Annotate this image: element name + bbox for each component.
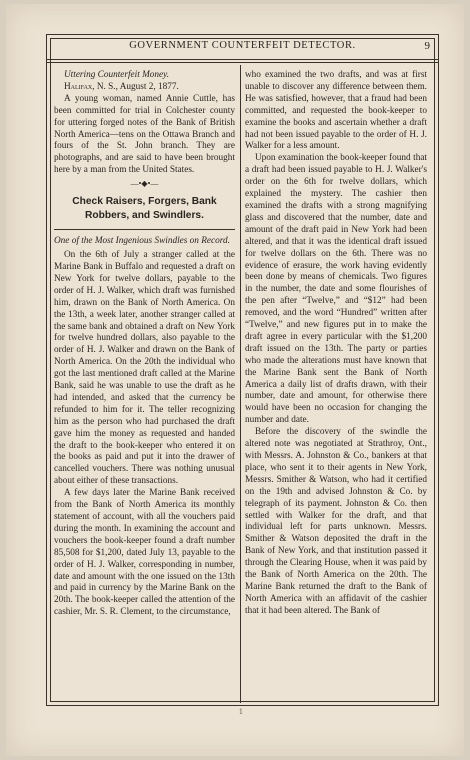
- page-frame: [46, 34, 439, 706]
- dateline-date: , N. S., August 2, 1877.: [92, 81, 179, 92]
- header-rule-thin: [47, 62, 438, 63]
- swindle-paragraph-2: A few days later the Marine Bank received from the Bank of North America its monthly statement of account, with all the vouchers paid during the month. In examining the account and vouchers the book-keeper found a draft number 85,508 for $1,200, dated July 13, payable to the order of H. J. Walker, corresponding in number, date and amount with the one issued on the 13th and paid in currency by the Marine Bank on the 20th. The book-keeper called the attention of the cashier, Mr. S. R. Clement, to the circumstance,: [54, 488, 235, 618]
- footer-mark: 1: [238, 708, 244, 716]
- section-heading: Check Raisers, Forgers, Bank Robbers, and Swindlers.: [72, 196, 217, 222]
- column-divider: [240, 65, 241, 703]
- section-rule: [54, 229, 235, 230]
- swindle-paragraph-1: On the 6th of July a stranger called at the Marine Bank in Buffalo and requested a draft on New York for twelve dollars, payable to the order of H. J. Walker, which draft was furnished him, drawn on the Bank of North America. On the 13th, a week later, another stranger called at the same bank and obtained a draft on New York for twelve hundred dollars, also payable to the order of H. J. Walker and drawn on the Bank of North America. On the 20th the individual who got the last mentioned draft called at the Marine Bank, said he was unable to use the draft as he had intended, and asked that the currency be refunded to him for it. The teller recognizing him as the person who had purchased the draft gave him the money as requested and handed the draft to the book-keeper who entered it on the books as paid and put it into the drawer of cancelled vouchers. There was nothing unusual about either of these transactions.: [54, 250, 235, 487]
- left-column: [54, 70, 235, 703]
- section-subtitle: One of the Most Ingenious Swindles on Record.: [54, 236, 230, 247]
- article-title-counterfeit: Uttering Counterfeit Money.: [64, 70, 170, 80]
- swindle-paragraph-3: who examined the two drafts, and was at first unable to discover any difference between them. He was satisfied, however, that a fraud had been committed, and requested the book-keeper to examine the books and ascertain whether a draft had not been issued payable to the order of H. J. Walker for a less amount.: [245, 70, 427, 152]
- article-body-counterfeit: A young woman, named Annie Cuttle, has been committed for trial in Colchester county for uttering forged notes of the Bank of British North America—tens on the Ottawa Branch and fours of the St. John branch. They are photographs, and are said to have been brought here by a man from the United States.: [54, 93, 235, 176]
- swindle-paragraph-4: Upon examination the book-keeper found that a draft had been issued payable to H. J. Walker's order on the 6th for twelve dollars, which explained the mystery. The cashier then examined the drafts with a strong magnifying glass and discovered that the number, date and amount of the draft paid in New York had been altered, and that it was the identical draft issued for twelve dollars on the 6th. There was no evidence of erasure, the work having evidently been done by means of chemicals. Two figures in the number, the date and some flourishes of the pen after “Twelve,” and “$12” had been removed, and the word “Hundred” written after “Twelve,” and new figures put in to make the draft agree in every particular with the $1,200 draft issued on the 13th. The party or parties who made the alterations must have known that the Marine Bank sent the Bank of North America a daily list of drafts drawn, with their number, date and amount, for otherwise there would have been no occasion for changing the number and date.: [245, 153, 427, 426]
- swindle-paragraph-5: Before the discovery of the swindle the altered note was negotiated at Strathroy, Ont., with Messrs. A. Johnston & Co., bankers at that place, who sent it to their agents in New York, Messrs. Smither & Watson, who had it certified on the 19th and advised Johnston & Co. by telegraph of its payment. Johnston & Co. then settled with Walker for the draft, and that individual left for parts unknown. Messrs. Smither & Watson deposited the draft in the Bank of New York, and that institution passed it through the Clearing House, when it was paid by the Bank of North America on the 20th. The Marine Bank returned the draft to the Bank of North America with an affidavit of the cashier that it had been altered. The Bank of: [245, 427, 427, 616]
- article-dateline: [54, 82, 235, 94]
- right-column: [245, 70, 427, 703]
- page-sheet: [6, 4, 464, 756]
- page-number: 9: [424, 40, 430, 52]
- header-rule: [47, 59, 438, 60]
- ornament-divider: —•◆•—: [130, 179, 159, 189]
- dateline-place: Halifax: [64, 81, 93, 92]
- running-header: GOVERNMENT COUNTERFEIT DETECTOR.: [129, 40, 356, 51]
